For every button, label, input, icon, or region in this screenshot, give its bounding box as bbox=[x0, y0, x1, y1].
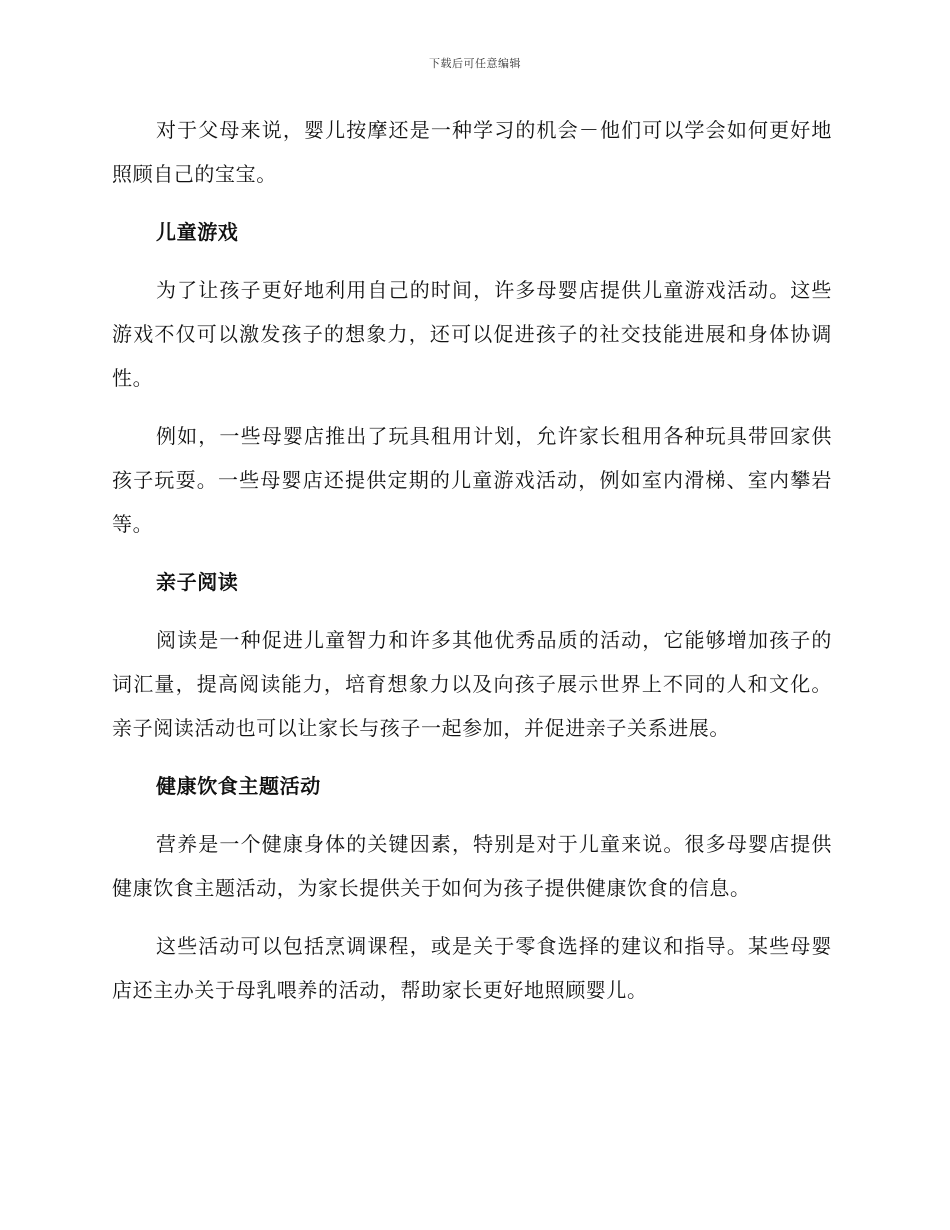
header-note: 下载后可任意编辑 bbox=[429, 57, 521, 70]
heading-healthy-eating: 健康饮食主题活动 bbox=[156, 774, 321, 798]
paragraph-games-examples: 例如，一些母婴店推出了玩具租用计划，允许家长租用各种玩具带回家供孩子玩耍。一些母婴店还提供定期的儿童游戏活动，例如室内滑梯、室内攀岩等。 bbox=[112, 424, 832, 536]
paragraph-nutrition: 营养是一个健康身体的关键因素，特别是对于儿童来说。很多母婴店提供健康饮食主题活动，为家长提供关于如何为孩子提供健康饮食的信息。 bbox=[112, 832, 832, 900]
paragraph-reading: 阅读是一种促进儿童智力和许多其他优秀品质的活动，它能够增加孩子的词汇量，提高阅读能力，培育想象力以及向孩子展示世界上不同的人和文化。亲子阅读活动也可以让家长与孩子一起参加，并促进亲子关系进展。 bbox=[112, 628, 832, 740]
paragraph-games-intro: 为了让孩子更好地利用自己的时间，许多母婴店提供儿童游戏活动。这些游戏不仅可以激发孩子的想象力，还可以促进孩子的社交技能进展和身体协调性。 bbox=[112, 278, 832, 390]
heading-children-games: 儿童游戏 bbox=[156, 220, 239, 244]
paragraph-parent-learning: 对于父母来说，婴儿按摩还是一种学习的机会－他们可以学会如何更好地照顾自己的宝宝。 bbox=[112, 118, 832, 186]
paragraph-activities: 这些活动可以包括烹调课程，或是关于零食选择的建议和指导。某些母婴店还主办关于母乳喂养的活动，帮助家长更好地照顾婴儿。 bbox=[112, 934, 832, 1002]
heading-parent-child-reading: 亲子阅读 bbox=[156, 570, 239, 594]
document-body bbox=[112, 108, 832, 1026]
